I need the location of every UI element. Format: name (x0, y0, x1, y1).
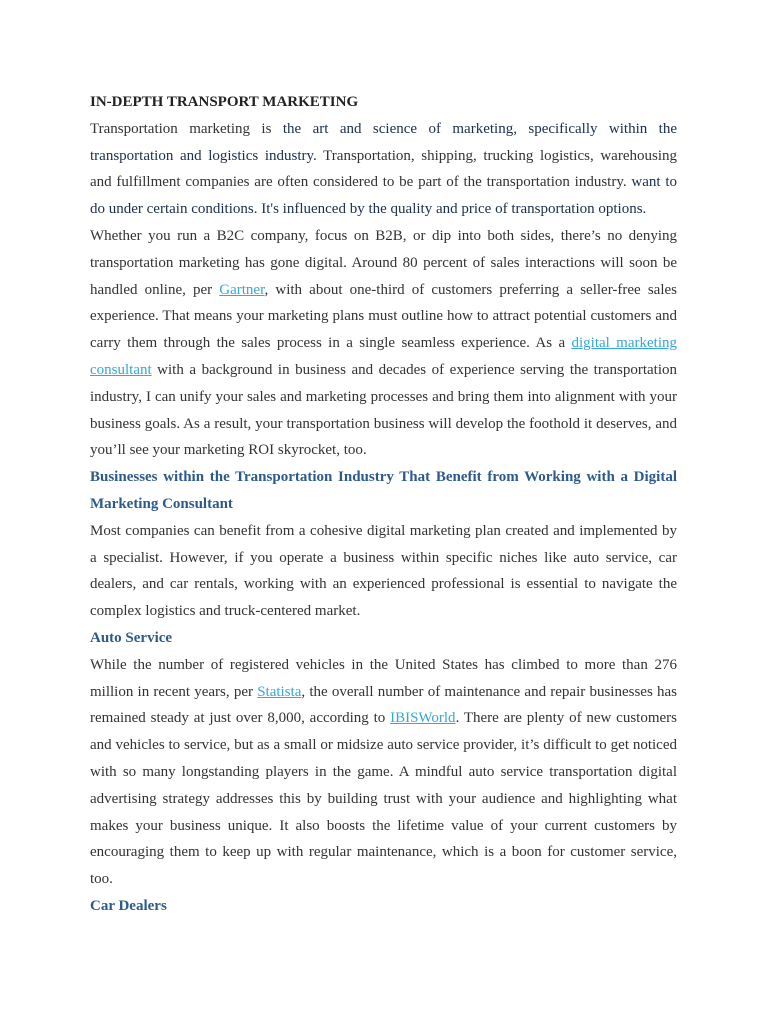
statista-link[interactable]: Statista (257, 683, 302, 700)
ibisworld-link[interactable]: IBISWorld (390, 710, 456, 727)
body-paragraph-niches: Most companies can benefit from a cohesive digital marketing plan created and implemented by a specialist. However, if you operate a business within specific niches like auto service, car dealers, and car rentals, working with an experienced professional is essential to navigate the complex logistics and truck-centered market. (90, 522, 677, 620)
p4-text-b: , the overall number of maintenance and repair businesses has remained steady at just over 8,000, according to (90, 683, 677, 727)
p2-text-a: Whether you run a B2C company, focus on B2B, or dip into both sides, there’s no denying transportation marketing has gone digital. Around 80 percent of sales interactions will soon be handled online, per (90, 227, 677, 298)
p4-text-c: . There are plenty of new customers and vehicles to service, but as a small or midsize auto service provider, it’s difficult to get noticed with so many longstanding players in the game. A mindful auto service transportation digital advertising strategy addresses this by building trust with your audience and highlighting what makes your business unique. It also boosts the lifetime value of your current customers by encouraging them to keep up with regular maintenance, which is a boon for customer service, too. (90, 710, 678, 888)
p4-text-a: While the number of registered vehicles in the United States has climbed to more than 276 million in recent years, per (90, 656, 677, 700)
intro-text-d: want to do under certain conditions. It's influenced by the quality and price of transportation options. (90, 174, 677, 218)
gartner-link[interactable]: Gartner (219, 281, 265, 298)
intro-text-a: Transportation marketing is (90, 120, 283, 137)
document-title: IN-DEPTH TRANSPORT MARKETING (90, 94, 359, 110)
heading-businesses: Businesses within the Transportation Industry That Benefit from Working with a Digital Marketing Consultant (90, 469, 677, 512)
heading-auto-service: Auto Service (90, 629, 173, 646)
body-paragraph-auto-service (90, 652, 677, 893)
p2-text-b: , with about one-third of customers preferring a seller-free sales experience. That means your marketing plans must outline how to attract potential customers and carry them through the sales process in a single seamless experience. As a (90, 281, 677, 352)
heading-car-dealers: Car Dealers (90, 897, 167, 914)
p2-text-c: with a background in business and decades of experience serving the transportation industry, I can unify your sales and marketing processes and bring them into alignment with your business goals. As a result, your transportation business will develop the foothold it deserves, and you’ll see your marketing ROI skyrocket, too. (90, 361, 677, 459)
body-paragraph-digital (90, 223, 677, 464)
digital-marketing-consultant-link[interactable]: digital marketing consultant (90, 335, 677, 378)
intro-text-b: the art and science of marketing, specifically within the transportation and logistics industry (90, 120, 677, 164)
document-page (90, 89, 677, 920)
intro-text-c: . Transportation, shipping, trucking logistics, warehousing and fulfillment companies are often considered to be part of the transportation industry. (90, 147, 677, 191)
intro-paragraph (90, 116, 677, 223)
